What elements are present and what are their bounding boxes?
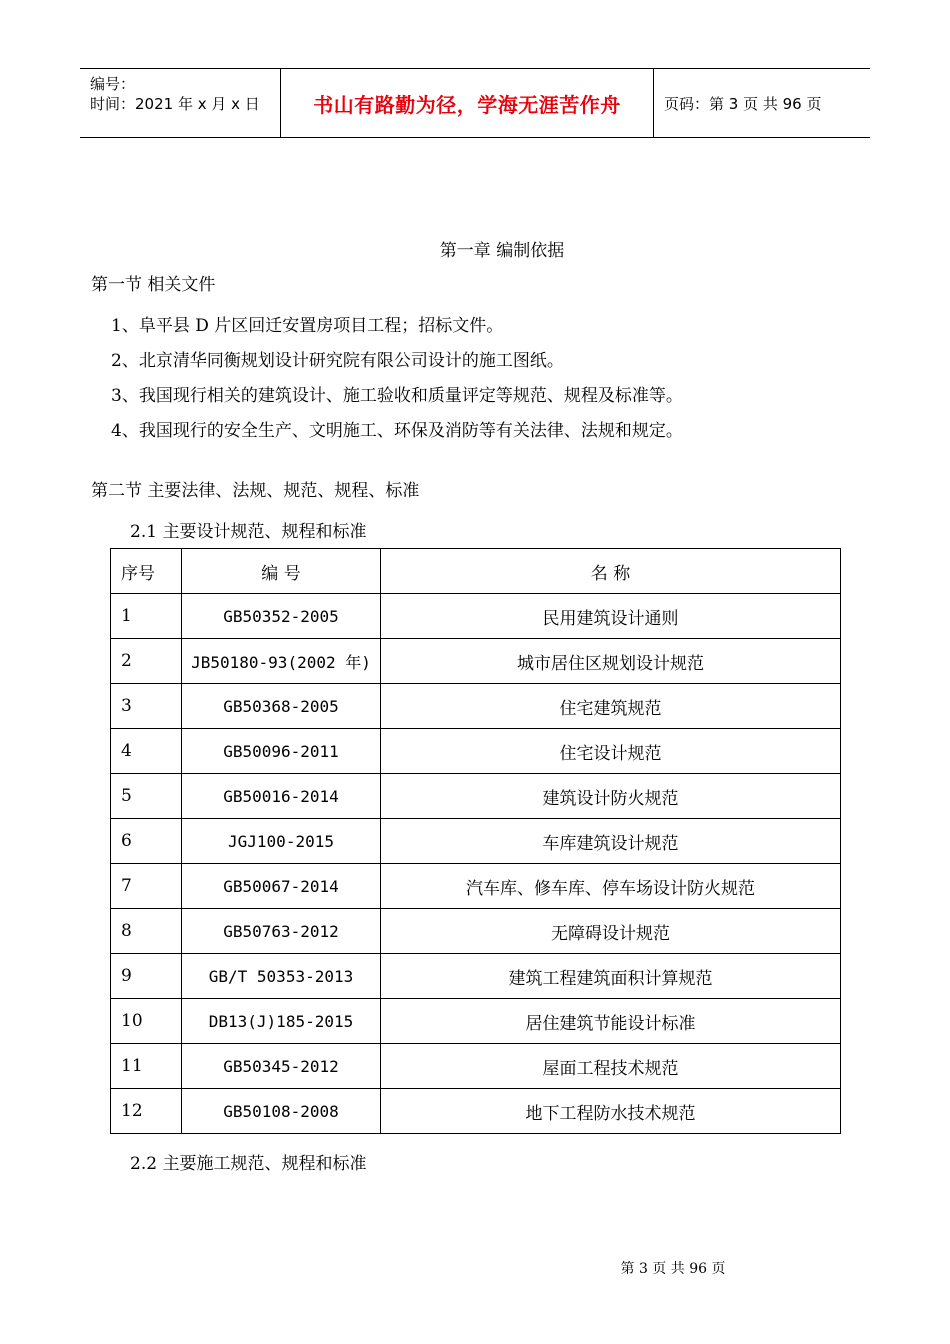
row-name: 汽车库、修车库、停车场设计防火规范 <box>381 864 841 909</box>
row-index: 10 <box>111 999 182 1044</box>
header-code: 编 号 <box>182 549 381 594</box>
design-standards-table <box>110 548 841 1134</box>
table-row <box>111 864 841 909</box>
header-meta <box>80 69 281 137</box>
row-index: 4 <box>111 729 182 774</box>
row-index: 11 <box>111 1044 182 1089</box>
row-code: DB13(J)185-2015 <box>182 999 381 1044</box>
section-1-item: 1、阜平县 D 片区回迁安置房项目工程；招标文件。 <box>111 316 504 336</box>
row-index: 3 <box>111 684 182 729</box>
header-page-cell <box>654 69 870 137</box>
row-code: GB50096-2011 <box>182 729 381 774</box>
row-name: 住宅建筑规范 <box>381 684 841 729</box>
header-motto-cell <box>281 69 654 137</box>
header-number-label: 编号： <box>90 75 136 93</box>
row-name: 民用建筑设计通则 <box>381 594 841 639</box>
row-index: 5 <box>111 774 182 819</box>
table-row <box>111 1044 841 1089</box>
table-row <box>111 639 841 684</box>
row-code: GB50368-2005 <box>182 684 381 729</box>
row-code: JGJ100-2015 <box>182 819 381 864</box>
row-index: 12 <box>111 1089 182 1134</box>
row-name: 城市居住区规划设计规范 <box>381 639 841 684</box>
table-header-row <box>111 549 841 594</box>
table-row <box>111 1089 841 1134</box>
row-name: 建筑设计防火规范 <box>381 774 841 819</box>
table-row <box>111 909 841 954</box>
row-name: 居住建筑节能设计标准 <box>381 999 841 1044</box>
section-1-item: 2、北京清华同衡规划设计研究院有限公司设计的施工图纸。 <box>111 351 564 371</box>
row-code: GB50016-2014 <box>182 774 381 819</box>
row-index: 6 <box>111 819 182 864</box>
table-row <box>111 594 841 639</box>
row-code: GB50067-2014 <box>182 864 381 909</box>
row-name: 车库建筑设计规范 <box>381 819 841 864</box>
page-header <box>80 68 870 138</box>
row-name: 地下工程防水技术规范 <box>381 1089 841 1134</box>
row-code: GB50763-2012 <box>182 909 381 954</box>
row-name: 屋面工程技术规范 <box>381 1044 841 1089</box>
table-row <box>111 774 841 819</box>
row-name: 住宅设计规范 <box>381 729 841 774</box>
section-1-item: 4、我国现行的安全生产、文明施工、环保及消防等有关法律、法规和规定。 <box>111 421 683 441</box>
row-index: 8 <box>111 909 182 954</box>
header-motto: 书山有路勤为径，学海无涯苦作舟 <box>313 92 621 117</box>
header-time-label: 时间：2021 年 x 月 x 日 <box>90 95 260 113</box>
table-row <box>111 999 841 1044</box>
header-index: 序号 <box>111 549 182 594</box>
page-footer: 第 3 页 共 96 页 <box>620 1261 726 1277</box>
row-index: 2 <box>111 639 182 684</box>
subsection-2-2-title: 2.2 主要施工规范、规程和标准 <box>130 1154 367 1174</box>
header-page-info: 页码：第 3 页 共 96 页 <box>664 94 822 113</box>
subsection-2-1-title: 2.1 主要设计规范、规程和标准 <box>130 522 367 542</box>
row-code: GB50345-2012 <box>182 1044 381 1089</box>
chapter-title: 第一章 编制依据 <box>439 241 565 261</box>
header-name: 名 称 <box>381 549 841 594</box>
section-1-title: 第一节 相关文件 <box>91 275 216 295</box>
table-row <box>111 954 841 999</box>
section-1-item: 3、我国现行相关的建筑设计、施工验收和质量评定等规范、规程及标准等。 <box>111 386 683 406</box>
row-index: 7 <box>111 864 182 909</box>
row-index: 9 <box>111 954 182 999</box>
row-index: 1 <box>111 594 182 639</box>
row-code: GB/T 50353-2013 <box>182 954 381 999</box>
table-row <box>111 819 841 864</box>
section-2-title: 第二节 主要法律、法规、规范、规程、标准 <box>91 481 420 501</box>
row-name: 建筑工程建筑面积计算规范 <box>381 954 841 999</box>
table-row <box>111 684 841 729</box>
row-code: JB50180-93(2002 年) <box>182 639 381 684</box>
row-name: 无障碍设计规范 <box>381 909 841 954</box>
row-code: GB50352-2005 <box>182 594 381 639</box>
table-row <box>111 729 841 774</box>
row-code: GB50108-2008 <box>182 1089 381 1134</box>
